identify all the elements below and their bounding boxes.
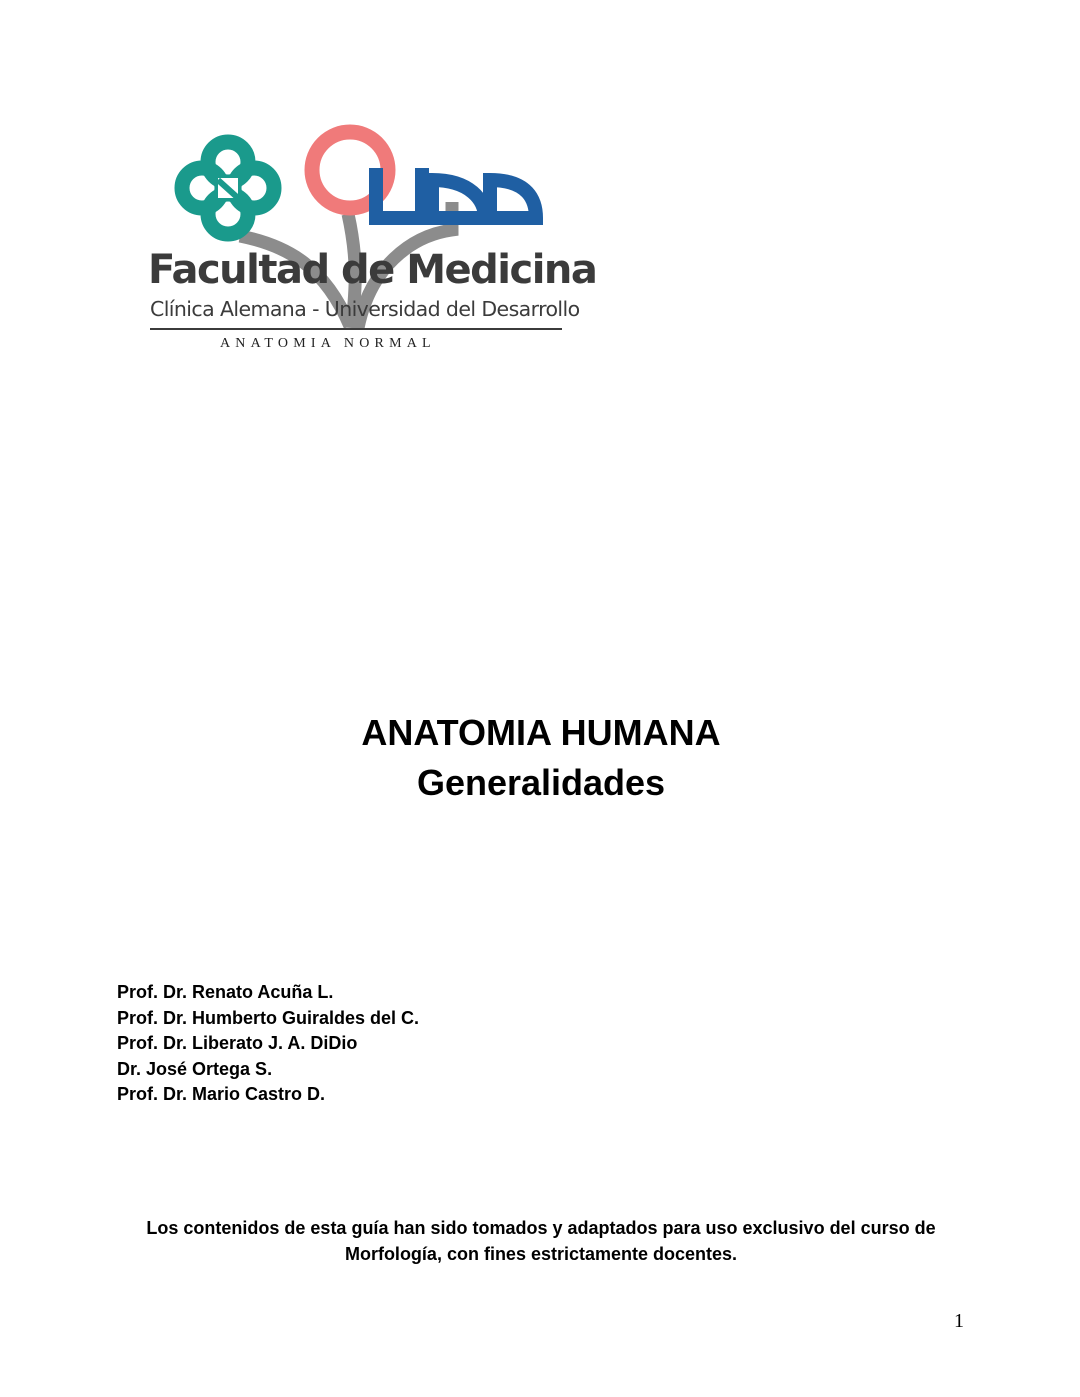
logo-faculty-name: Facultad de Medicina <box>148 247 597 293</box>
title-main: ANATOMIA HUMANA <box>361 712 721 753</box>
author-item: Dr. José Ortega S. <box>117 1058 273 1079</box>
author-item: Prof. Dr. Renato Acuña L. <box>117 982 334 1002</box>
author-item: Prof. Dr. Liberato J. A. DiDio <box>117 1033 358 1054</box>
author-list <box>117 980 717 1108</box>
author-item: Prof. Dr. Humberto Guiraldes del C. <box>117 1007 420 1028</box>
disclaimer-line: Morfología, con fines estrictamente docentes. <box>344 1244 738 1264</box>
author-item: Prof. Dr. Mario Castro D. <box>117 1084 326 1105</box>
logo-divider <box>150 328 562 330</box>
title-subtitle: Generalidades <box>416 762 666 803</box>
faculty-logo <box>140 118 597 363</box>
page-number: 1 <box>954 1310 964 1332</box>
usage-disclaimer <box>60 1215 1022 1267</box>
logo-department: ANATOMIA NORMAL <box>220 336 436 351</box>
logo-institution-name: Clínica Alemana - Universidad del Desarrollo <box>150 297 580 321</box>
udd-logo-graphic <box>140 118 597 363</box>
disclaimer-line: Los contenidos de esta guía han sido tomados y adaptados para uso exclusivo del curso de <box>146 1218 936 1238</box>
document-title <box>0 708 1080 808</box>
